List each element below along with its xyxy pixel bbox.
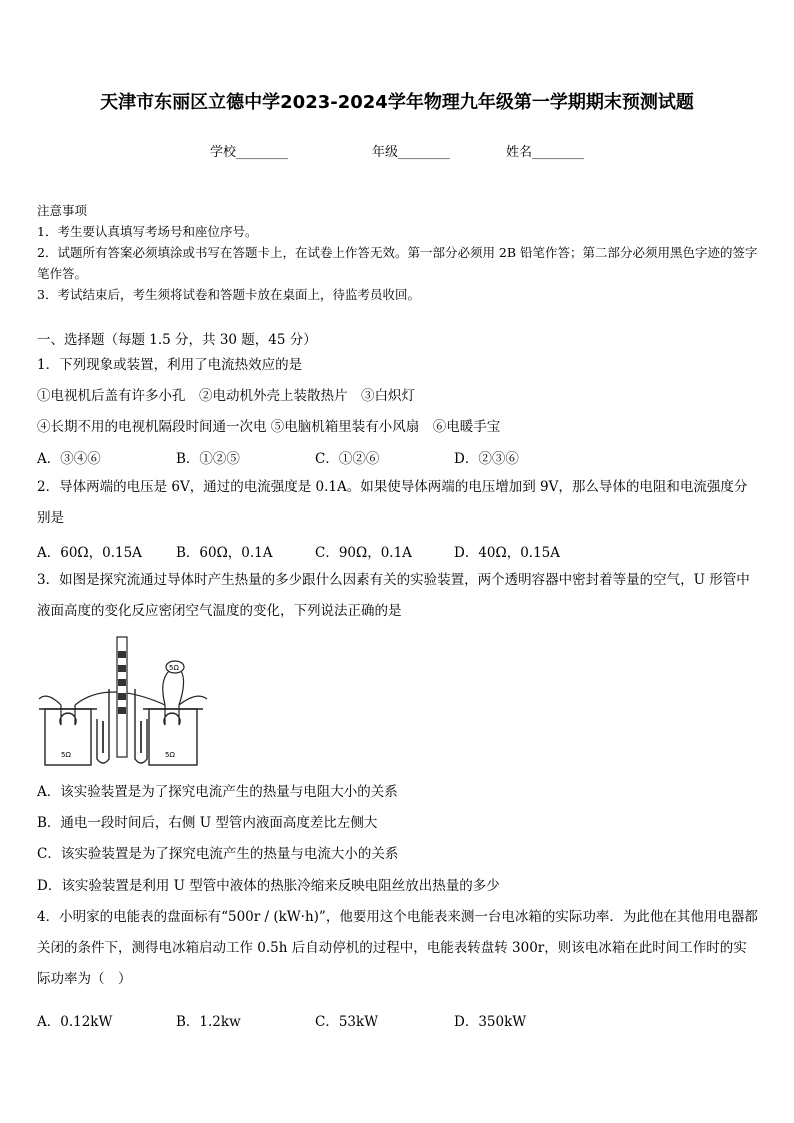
- q4-option-a[interactable]: A．0.12kW: [37, 1014, 113, 1030]
- q1-items-line2: ④长期不用的电视机隔段时间通一次电 ⑤电脑机箱里装有小风扇 ⑥电暖手宝: [37, 419, 501, 435]
- q1-options: [37, 447, 593, 467]
- right-resistor-label: 5Ω: [165, 751, 175, 759]
- left-resistor-label: 5Ω: [61, 751, 71, 759]
- q1-option-c[interactable]: C．①②⑥: [315, 451, 380, 467]
- q1-stem: 1．下列现象或装置，利用了电流热效应的是: [37, 357, 303, 373]
- q1-option-a[interactable]: A．③④⑥: [37, 451, 101, 467]
- page-title: 天津市东丽区立德中学2023-2024学年物理九年级第一学期期末预测试题: [100, 92, 694, 113]
- q3-option-b[interactable]: B．通电一段时间后，右侧 U 型管内液面高度差比左侧大: [37, 815, 378, 831]
- q2-stem: 2．导体两端的电压是 6V，通过的电流强度是 0.1A。如果使导体两端的电压增加到 9V，那么导体的电阻和电流强度分别是: [37, 479, 748, 526]
- q2-option-c[interactable]: C．90Ω，0.1A: [315, 545, 412, 561]
- q2-option-a[interactable]: A．60Ω，0.15A: [37, 545, 142, 561]
- q3-stem: 3．如图是探究流通过导体时产生热量的多少跟什么因素有关的实验装置，两个透明容器中密封着等量的空气，U 形管中液面高度的变化反应密闭空气温度的变化，下列说法正确的是: [37, 572, 750, 619]
- q1-option-b[interactable]: B．①②⑤: [176, 451, 240, 467]
- notice-item: 1．考生要认真填写考场号和座位序号。: [37, 224, 258, 239]
- q1-items-line1: ①电视机后盖有许多小孔 ②电动机外壳上装散热片 ③白炽灯: [37, 388, 415, 404]
- q1-option-d[interactable]: D．②③⑥: [454, 451, 519, 467]
- notice-block: [37, 200, 759, 305]
- section-heading: 一、选择题（每题 1.5 分，共 30 题，45 分）: [37, 332, 317, 348]
- q2-options: [37, 541, 593, 561]
- joule-heating-apparatus-figure: [37, 629, 209, 767]
- grade-field: 年级________: [372, 145, 451, 160]
- parallel-resistor-label: 5Ω: [169, 664, 179, 672]
- apparatus-diagram: [37, 629, 209, 767]
- q4-option-c[interactable]: C．53kW: [315, 1014, 379, 1030]
- q4-option-d[interactable]: D．350kW: [454, 1014, 527, 1030]
- q4-option-b[interactable]: B．1.2kw: [176, 1014, 241, 1030]
- notice-heading: 注意事项: [37, 203, 88, 218]
- q3-option-c[interactable]: C．该实验装置是为了探究电流产生的热量与电流大小的关系: [37, 846, 399, 862]
- q3-option-a[interactable]: A．该实验装置是为了探究电流产生的热量与电阻大小的关系: [37, 784, 398, 800]
- q2-option-b[interactable]: B．60Ω，0.1A: [176, 545, 273, 561]
- q3-option-d[interactable]: D．该实验装置是利用 U 型管中液体的热胀冷缩来反映电阻丝放出热量的多少: [37, 878, 500, 894]
- notice-item: 3．考试结束后，考生须将试卷和答题卡放在桌面上，待监考员收回。: [37, 287, 420, 302]
- name-field: 姓名________: [506, 145, 585, 160]
- q4-options: [37, 1010, 593, 1030]
- school-field: 学校________: [210, 145, 289, 160]
- q2-option-d[interactable]: D．40Ω，0.15A: [454, 545, 561, 561]
- q4-stem: 4．小明家的电能表的盘面标有“500r / (kW·h)”，他要用这个电能表来测一台电冰箱的实际功率．为此他在其他用电器都关闭的条件下，测得电冰箱启动工作 0.5h 后自动停机的过程中，电能表转盘转 300r，则该电冰箱在此时间工作时的实际功率为（ ）: [37, 909, 758, 987]
- notice-item: 2．试题所有答案必须填涂或书写在答题卡上，在试卷上作答无效。第一部分必须用 2B 铅笔作答；第二部分必须用黑色字迹的签字笔作答。: [37, 245, 758, 281]
